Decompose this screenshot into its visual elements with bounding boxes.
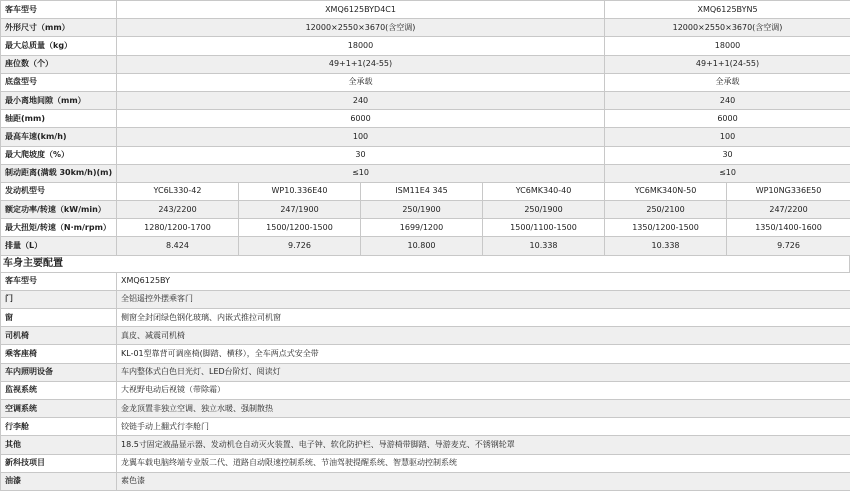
table-cell: 247/1900 <box>239 201 361 219</box>
table-cell: ≤10 <box>605 164 850 182</box>
row-value: 龙翼车载电脑终端专业版二代、道路自动限速控制系统、节油驾驶提醒系统、智慧驱动控制系统 <box>117 454 850 472</box>
table-cell: 9.726 <box>727 237 850 255</box>
table-cell: 18000 <box>117 37 605 55</box>
body-config-table <box>0 272 850 491</box>
table-row <box>1 73 850 91</box>
row-label: 制动距离(满载 30km/h)(m) <box>1 164 117 182</box>
table-cell: 10.338 <box>483 237 605 255</box>
table-cell: 8.424 <box>117 237 239 255</box>
table-cell: 12000×2550×3670(含空调) <box>605 19 850 37</box>
table-cell: 100 <box>117 128 605 146</box>
row-label: 客车型号 <box>1 272 117 290</box>
table-cell: 全承载 <box>605 73 850 91</box>
row-value: XMQ6125BY <box>117 272 850 290</box>
row-value: KL-01型靠背可调座椅(脚踏、横移），全车两点式安全带 <box>117 345 850 363</box>
table-cell: 49+1+1(24-55) <box>117 55 605 73</box>
table-cell: 250/1900 <box>361 201 483 219</box>
row-label: 外形尺寸（mm） <box>1 19 117 37</box>
table-row <box>1 309 850 327</box>
table-cell: 1699/1200 <box>361 219 483 237</box>
table-row <box>1 418 850 436</box>
table-row <box>1 19 850 37</box>
table-row <box>1 345 850 363</box>
cell-model-a: XMQ6125BYD4C1 <box>117 1 605 19</box>
row-label: 行李舱 <box>1 418 117 436</box>
table-cell: 1500/1200-1500 <box>239 219 361 237</box>
row-value: 全铝遥控外摆乘客门 <box>117 290 850 308</box>
table-row <box>1 272 850 290</box>
row-label: 司机椅 <box>1 327 117 345</box>
table-cell: YC6L330-42 <box>117 182 239 200</box>
row-label: 其他 <box>1 436 117 454</box>
table-cell: 1350/1200-1500 <box>605 219 727 237</box>
table-cell: 6000 <box>117 110 605 128</box>
table-row <box>1 436 850 454</box>
row-label: 最大扭矩/转速（N·m/rpm） <box>1 219 117 237</box>
table-row <box>1 128 850 146</box>
table-row <box>1 1 850 19</box>
table-row <box>1 110 850 128</box>
table-row <box>1 201 850 219</box>
table-cell: 247/2200 <box>727 201 850 219</box>
table-cell: 18000 <box>605 37 850 55</box>
table-cell: 240 <box>605 91 850 109</box>
table-cell: ISM11E4 345 <box>361 182 483 200</box>
row-label: 车内照明设备 <box>1 363 117 381</box>
row-label: 最大爬坡度（%） <box>1 146 117 164</box>
table-row <box>1 381 850 399</box>
table-cell: 9.726 <box>239 237 361 255</box>
row-label: 额定功率/转速（kW/min） <box>1 201 117 219</box>
row-label: 门 <box>1 290 117 308</box>
table-row <box>1 363 850 381</box>
table-cell: 12000×2550×3670(含空调) <box>117 19 605 37</box>
table-cell: YC6MK340N-50 <box>605 182 727 200</box>
row-value: 车内整体式白色日光灯、LED台阶灯、阅读灯 <box>117 363 850 381</box>
table-cell: WP10NG336E50 <box>727 182 850 200</box>
table-cell: 30 <box>605 146 850 164</box>
table-cell: 250/1900 <box>483 201 605 219</box>
row-label: 乘客座椅 <box>1 345 117 363</box>
table-row <box>1 327 850 345</box>
row-label: 客车型号 <box>1 1 117 19</box>
table-row <box>1 472 850 490</box>
table-cell: 1350/1400-1600 <box>727 219 850 237</box>
row-label: 排量（L） <box>1 237 117 255</box>
row-label: 新科技项目 <box>1 454 117 472</box>
row-label: 监视系统 <box>1 381 117 399</box>
row-value: 真皮、减震司机椅 <box>117 327 850 345</box>
table-cell: WP10.336E40 <box>239 182 361 200</box>
table-cell: 全承载 <box>117 73 605 91</box>
table-cell: ≤10 <box>117 164 605 182</box>
table-cell: 6000 <box>605 110 850 128</box>
row-value: 素色漆 <box>117 472 850 490</box>
table-row <box>1 399 850 417</box>
row-value: 侧窗全封闭绿色钢化玻璃、内嵌式推拉司机窗 <box>117 309 850 327</box>
table-row <box>1 237 850 255</box>
table-cell: YC6MK340-40 <box>483 182 605 200</box>
table-row <box>1 164 850 182</box>
row-label: 最大总质量（kg） <box>1 37 117 55</box>
row-label: 底盘型号 <box>1 73 117 91</box>
table-row <box>1 91 850 109</box>
row-value: 18.5寸固定液晶显示器、发动机仓自动灭火装置、电子钟、软化防护栏、导游椅带脚踏、导游麦克、不锈钢轮罩 <box>117 436 850 454</box>
row-value: 大视野电动后视镜（带除霜） <box>117 381 850 399</box>
row-label: 窗 <box>1 309 117 327</box>
table-cell: 10.800 <box>361 237 483 255</box>
table-cell: 243/2200 <box>117 201 239 219</box>
table-row <box>1 182 850 200</box>
row-label: 最小离地间隙（mm） <box>1 91 117 109</box>
table-cell: 240 <box>117 91 605 109</box>
row-label: 油漆 <box>1 472 117 490</box>
table-row <box>1 219 850 237</box>
table-row <box>1 454 850 472</box>
table-row <box>1 146 850 164</box>
table-row <box>1 55 850 73</box>
row-label: 最高车速(km/h) <box>1 128 117 146</box>
table-cell: 1500/1100-1500 <box>483 219 605 237</box>
cell-model-b: XMQ6125BYN5 <box>605 1 850 19</box>
row-label: 轴距(mm) <box>1 110 117 128</box>
table-cell: 49+1+1(24-55) <box>605 55 850 73</box>
row-label: 发动机型号 <box>1 182 117 200</box>
table-cell: 250/2100 <box>605 201 727 219</box>
table-cell: 1280/1200-1700 <box>117 219 239 237</box>
row-label: 座位数（个） <box>1 55 117 73</box>
section-title: 车身主要配置 <box>0 256 850 272</box>
table-cell: 100 <box>605 128 850 146</box>
row-label: 空调系统 <box>1 399 117 417</box>
table-cell: 10.338 <box>605 237 727 255</box>
table-row <box>1 290 850 308</box>
row-value: 铰链手动上翻式行李舱门 <box>117 418 850 436</box>
table-row <box>1 37 850 55</box>
table-cell: 30 <box>117 146 605 164</box>
row-value: 金龙顶置非独立空调、独立水暖、强制散热 <box>117 399 850 417</box>
